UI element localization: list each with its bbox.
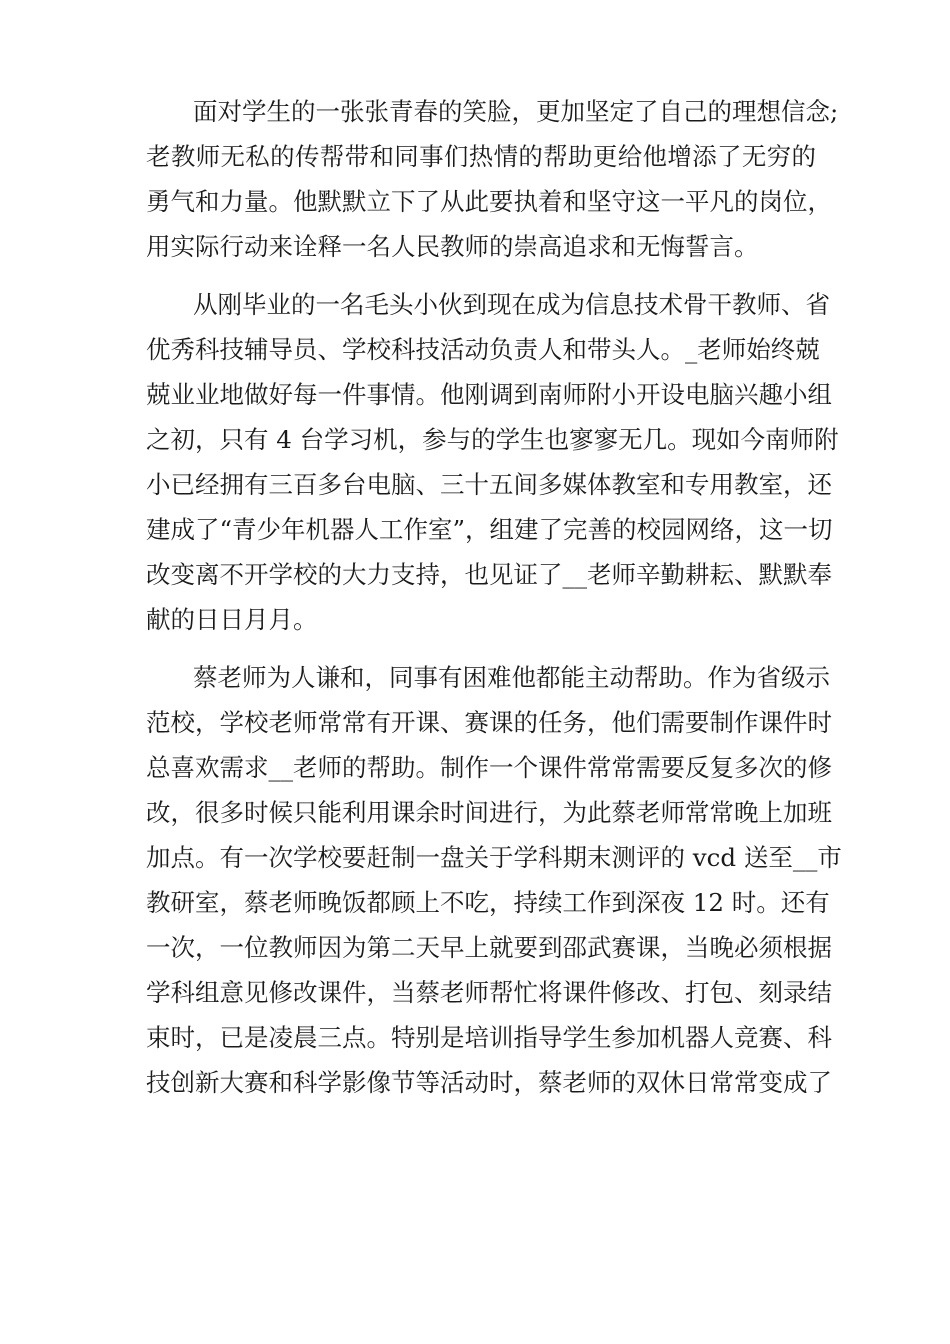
paragraph-3 <box>146 655 842 1105</box>
text-line: 改，很多时候只能利用课余时间进行，为此蔡老师常常晚上加班 <box>146 798 832 827</box>
text-line: 一次，一位教师因为第二天早上就要到邵武赛课，当晚必须根据 <box>146 933 832 962</box>
text-line: 献的日日月月。 <box>146 605 318 634</box>
text-line: 老教师无私的传帮带和同事们热情的帮助更给他增添了无穷的 <box>146 142 816 171</box>
text-line: 加点。有一次学校要赶制一盘关于学科期末测评的 vcd 送至__市 <box>146 843 842 872</box>
text-line: 面对学生的一张张青春的笑脸，更加坚定了自己的理想信念; <box>193 97 839 126</box>
paragraph-2 <box>146 282 839 642</box>
text-line: 技创新大赛和科学影像节等活动时，蔡老师的双休日常常变成了 <box>146 1068 832 1097</box>
text-line: 之初，只有 4 台学习机，参与的学生也寥寥无几。现如今南师附 <box>146 425 839 454</box>
text-line: 教研室，蔡老师晚饭都顾上不吃，持续工作到深夜 12 时。还有 <box>146 888 830 917</box>
text-line: 总喜欢需求__老师的帮助。制作一个课件常常需要反复多次的修 <box>146 753 832 782</box>
text-line: 优秀科技辅导员、学校科技活动负责人和带头人。_老师始终兢 <box>146 335 820 364</box>
text-line: 小已经拥有三百多台电脑、三十五间多媒体教室和专用教室，还 <box>146 470 832 499</box>
text-line: 范校，学校老师常常有开课、赛课的任务，他们需要制作课件时 <box>146 708 832 737</box>
paragraph-1 <box>146 89 839 269</box>
text-line: 改变离不开学校的大力支持，也见证了__老师辛勤耕耘、默默奉 <box>146 560 832 589</box>
text-line: 从刚毕业的一名毛头小伙到现在成为信息技术骨干教师、省 <box>193 290 830 319</box>
text-line: 建成了“青少年机器人工作室”，组建了完善的校园网络，这一切 <box>146 515 833 544</box>
document-page <box>146 89 842 1118</box>
text-line: 蔡老师为人谦和，同事有困难他都能主动帮助。作为省级示 <box>193 663 830 692</box>
text-line: 勇气和力量。他默默立下了从此要执着和坚守这一平凡的岗位， <box>146 187 832 216</box>
text-line: 用实际行动来诠释一名人民教师的崇高追求和无悔誓言。 <box>146 232 759 261</box>
text-line: 学科组意见修改课件，当蔡老师帮忙将课件修改、打包、刻录结 <box>146 978 832 1007</box>
text-line: 束时，已是凌晨三点。特别是培训指导学生参加机器人竞赛、科 <box>146 1023 832 1052</box>
text-line: 兢业业地做好每一件事情。他刚调到南师附小开设电脑兴趣小组 <box>146 380 832 409</box>
